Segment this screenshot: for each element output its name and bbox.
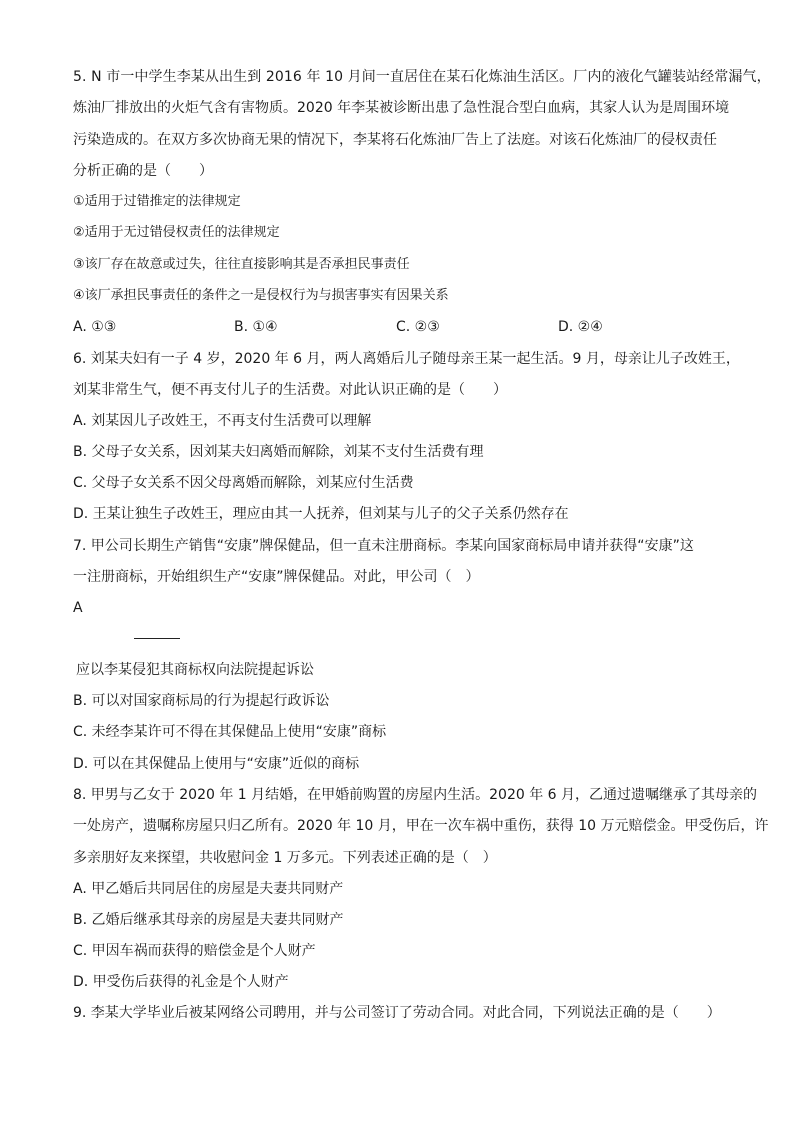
question-5-statement-2: ②适用于无过错侵权责任的法律规定 — [73, 225, 280, 240]
question-8-stem-line-1: 8. 甲男与乙女于 2020 年 1 月结婚，在甲婚前购置的房屋内生活。2020 年 6 月，乙通过遗嘱继承了其母亲的 — [73, 787, 758, 803]
question-5-option-b[interactable]: B. ①④ — [234, 319, 278, 335]
question-5-option-d[interactable]: D. ②④ — [558, 319, 603, 335]
question-8-option-c[interactable]: C. 甲因车祸而获得的赔偿金是个人财产 — [73, 943, 316, 959]
question-9-stem-line-1: 9. 李某大学毕业后被某网络公司聘用，并与公司签订了劳动合同。对此合同，下列说法正确的是（ ） — [73, 1005, 721, 1021]
question-5-stem-line-2: 炼油厂排放出的火炬气含有害物质。2020 年李某被诊断出患了急性混合型白血病，其家人认为是周围环境 — [73, 100, 730, 116]
question-6-option-c[interactable]: C. 父母子女关系不因父母离婚而解除，刘某应付生活费 — [73, 475, 414, 491]
answer-blank-line — [134, 638, 180, 639]
question-7-option-c[interactable]: C. 未经李某许可不得在其保健品上使用“安康”商标 — [73, 724, 387, 740]
question-5-option-a[interactable]: A. ①③ — [73, 319, 117, 335]
question-5-statement-1: ①适用于过错推定的法律规定 — [73, 194, 241, 209]
question-6-option-d[interactable]: D. 王某让独生子改姓王，理应由其一人抚养，但刘某与儿子的父子关系仍然存在 — [73, 506, 569, 522]
question-6-stem-line-2: 刘某非常生气，便不再支付儿子的生活费。对此认识正确的是（ ） — [73, 382, 507, 398]
question-7-stem-line-2: 一注册商标，开始组织生产“安康”牌保健品。对此，甲公司（ ） — [73, 569, 480, 585]
question-6-option-a[interactable]: A. 刘某因儿子改姓王，不再支付生活费可以理解 — [73, 413, 372, 429]
question-5-option-c[interactable]: C. ②③ — [396, 319, 440, 335]
question-8-option-b[interactable]: B. 乙婚后继承其母亲的房屋是夫妻共同财产 — [73, 912, 344, 928]
question-5-stem-line-4: 分析正确的是（ ） — [73, 163, 213, 179]
question-8-stem-line-2: 一处房产，遗嘱称房屋只归乙所有。2020 年 10 月，甲在一次车祸中重伤，获得 10 万元赔偿金。甲受伤后，许 — [73, 818, 769, 834]
question-7-stem-line-1: 7. 甲公司长期生产销售“安康”牌保健品，但一直未注册商标。李某向国家商标局申请并获得“安康”这 — [73, 538, 694, 554]
question-7-option-a-letter[interactable]: A — [73, 600, 83, 616]
question-5-statement-3: ③该厂存在故意或过失，往往直接影响其是否承担民事责任 — [73, 257, 410, 272]
question-6-stem-line-1: 6. 刘某夫妇有一子 4 岁，2020 年 6 月，两人离婚后儿子随母亲王某一起生活。9 月，母亲让儿子改姓王， — [73, 351, 740, 367]
question-6-option-b[interactable]: B. 父母子女关系，因刘某夫妇离婚而解除，刘某不支付生活费有理 — [73, 444, 484, 460]
question-7-option-a-text[interactable]: 应以李某侵犯其商标权向法院提起诉讼 — [76, 662, 314, 678]
question-5-statement-4: ④该厂承担民事责任的条件之一是侵权行为与损害事实有因果关系 — [73, 288, 449, 303]
question-8-option-a[interactable]: A. 甲乙婚后共同居住的房屋是夫妻共同财产 — [73, 881, 344, 897]
question-5-stem-line-3: 污染造成的。在双方多次协商无果的情况下，李某将石化炼油厂告上了法庭。对该石化炼油厂的侵权责任 — [73, 132, 717, 148]
question-7-option-b[interactable]: B. 可以对国家商标局的行为提起行政诉讼 — [73, 693, 330, 709]
question-7-option-d[interactable]: D. 可以在其保健品上使用与“安康”近似的商标 — [73, 756, 360, 772]
question-8-option-d[interactable]: D. 甲受伤后获得的礼金是个人财产 — [73, 974, 289, 990]
question-5-stem-line-1: 5. N 市一中学生李某从出生到 2016 年 10 月间一直居住在某石化炼油生活区。厂内的液化气罐装站经常漏气， — [73, 69, 771, 85]
question-8-stem-line-3: 多亲朋好友来探望，共收慰问金 1 万多元。下列表述正确的是（ ） — [73, 850, 497, 866]
